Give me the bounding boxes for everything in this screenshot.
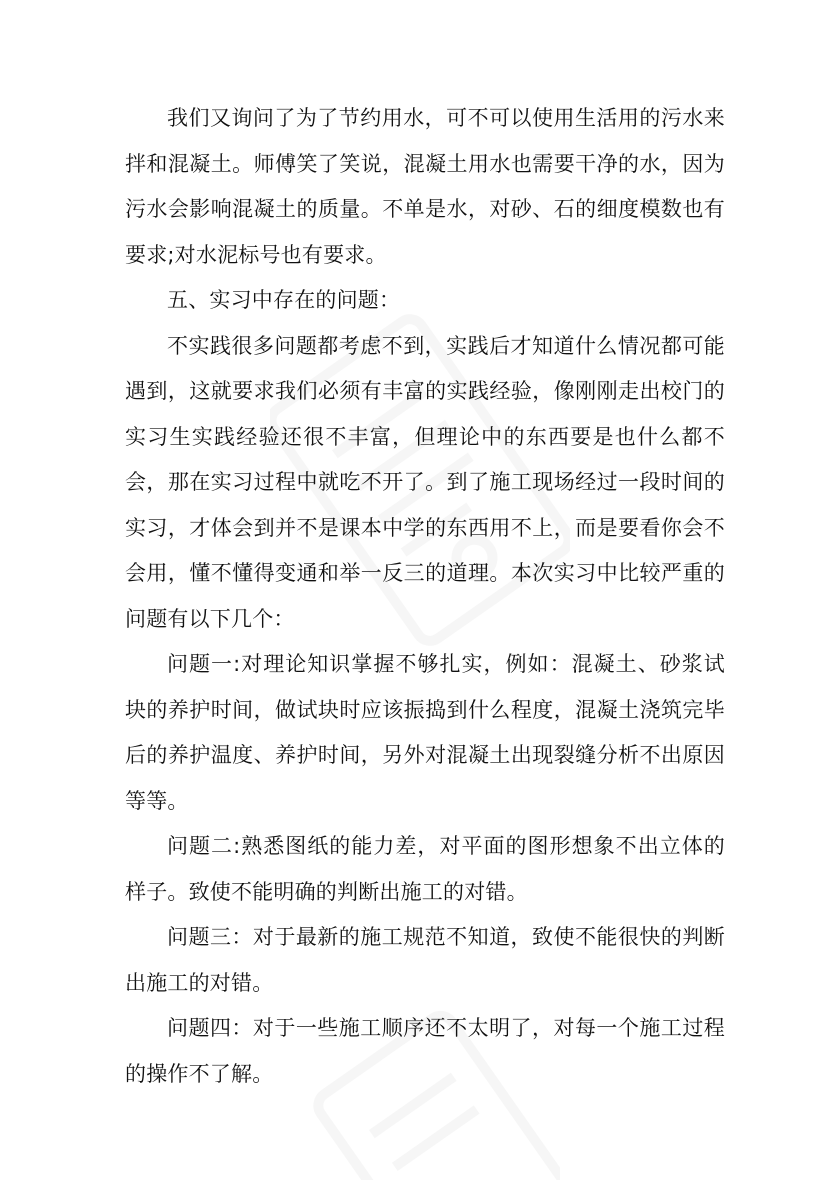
paragraph-problem-four: 问题四：对于一些施工顺序还不太明了，对每一个施工过程的操作不了解。 <box>125 1016 725 1086</box>
section-heading-problems: 五、实习中存在的问题： <box>167 288 401 312</box>
paragraph-practice-experience: 不实践很多问题都考虑不到，实践后才知道什么情况都可能遇到，这就要求我们必须有丰富的实践经验，像刚刚走出校门的实习生实践经验还很不丰富，但理论中的东西要是也什么都不会，那在实习过程中就吃不开了。到了施工现场经过一段时间的实习，才体会到并不是课本中学的东西用不上，而是要看你会不会用，懂不懂得变通和举一反三的道理。本次实习中比较严重的问题有以下几个： <box>125 333 725 631</box>
paragraph-water-question: 我们又询问了为了节约用水，可不可以使用生活用的污水来拌和混凝土。师傅笑了笑说，混凝土用水也需要干净的水，因为污水会影响混凝土的质量。不单是水，对砂、石的细度模数也有要求;对水泥标号也有要求。 <box>125 106 725 267</box>
paragraph-problem-two: 问题二:熟悉图纸的能力差，对平面的图形想象不出立体的样子。致使不能明确的判断出施工的对错。 <box>125 834 725 904</box>
document-body <box>125 96 725 1097</box>
paragraph-problem-three: 问题三：对于最新的施工规范不知道，致使不能很快的判断出施工的对错。 <box>125 925 725 995</box>
paragraph-problem-one: 问题一:对理论知识掌握不够扎实，例如：混凝土、砂浆试块的养护时间，做试块时应该振捣到什么程度，混凝土浇筑完毕后的养护温度、养护时间，另外对混凝土出现裂缝分析不出原因等等。 <box>125 652 725 813</box>
